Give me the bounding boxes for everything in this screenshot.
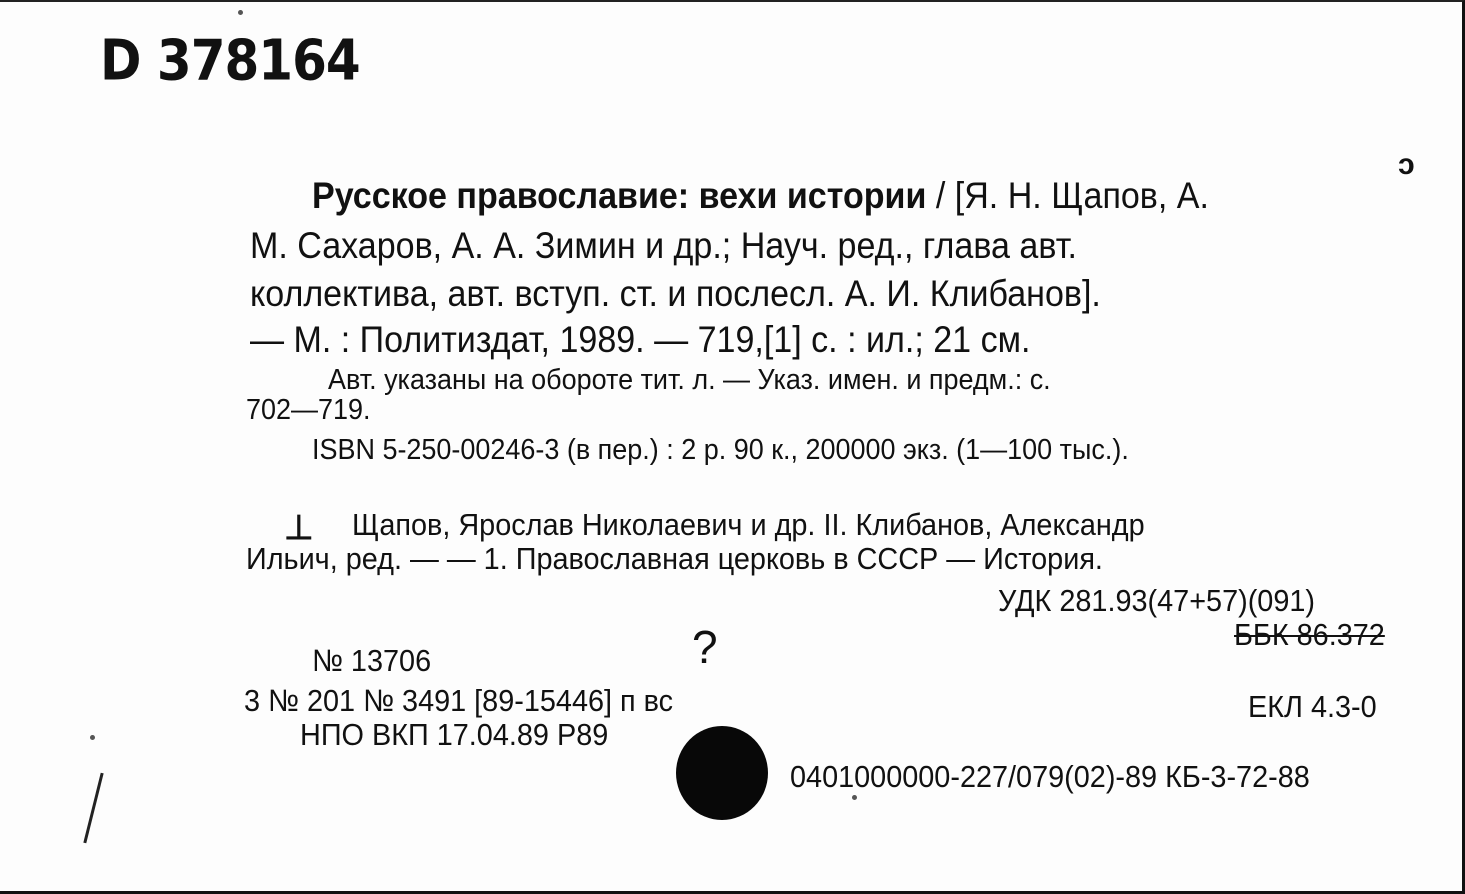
tracing-line-1: Щапов, Ярослав Николаевич и др. II. Клибанов, Александр [352, 507, 1145, 542]
entry-line-2: М. Сахаров, А. А. Зимин и др.; Науч. ред., глава авт. [250, 225, 1077, 266]
entry-line-1 [312, 174, 1209, 218]
entry-line-3: коллектива, авт. вступ. ст. и послесл. А. И. Клибанов]. [250, 273, 1101, 314]
publication-code: 0401000000-227/079(02)-89 КБ-3-72-88 [790, 759, 1310, 794]
card-number: № 13706 [312, 643, 432, 678]
tracing-line-2: Ильич, ред. — — 1. Православная церковь в СССР — История. [246, 541, 1103, 576]
pen-stroke-mark [83, 773, 103, 844]
ekl-code: ЕКЛ 4.3-0 [1248, 689, 1377, 724]
question-mark: ? [692, 621, 718, 673]
entry-authors-start: / [Я. Н. Щапов, А. [926, 175, 1209, 216]
npo-line: НПО ВКП 17.04.89 Р89 [300, 717, 609, 752]
entry-title: Русское православие: вехи истории [312, 175, 927, 216]
order-line: 3 № 201 № 3491 [89-15446] п вс [244, 683, 674, 718]
tracing-roman-one-mark: ⊥ [284, 509, 314, 547]
stray-dot-mark [90, 735, 95, 740]
corner-mark: ɔ [1398, 148, 1415, 181]
note-line-1: Авт. указаны на обороте тит. л. — Указ. имен. и предм.: с. [328, 364, 1051, 396]
isbn-line: ISBN 5-250-00246-3 (в пер.) : 2 р. 90 к., 200000 экз. (1—100 тыс.). [312, 434, 1129, 466]
note-line-2: 702—719. [246, 394, 371, 426]
stray-dot-mark [852, 795, 857, 800]
udk-index: УДК 281.93(47+57)(091) [998, 583, 1316, 618]
bbk-index: ББК 86.372 [1234, 617, 1385, 652]
entry-line-4: — М. : Политиздат, 1989. — 719,[1] с. : ил.; 21 см. [250, 319, 1031, 360]
inventory-number: D 378164 [100, 28, 360, 93]
ink-blot [676, 726, 768, 820]
stray-dot-mark [238, 10, 243, 15]
